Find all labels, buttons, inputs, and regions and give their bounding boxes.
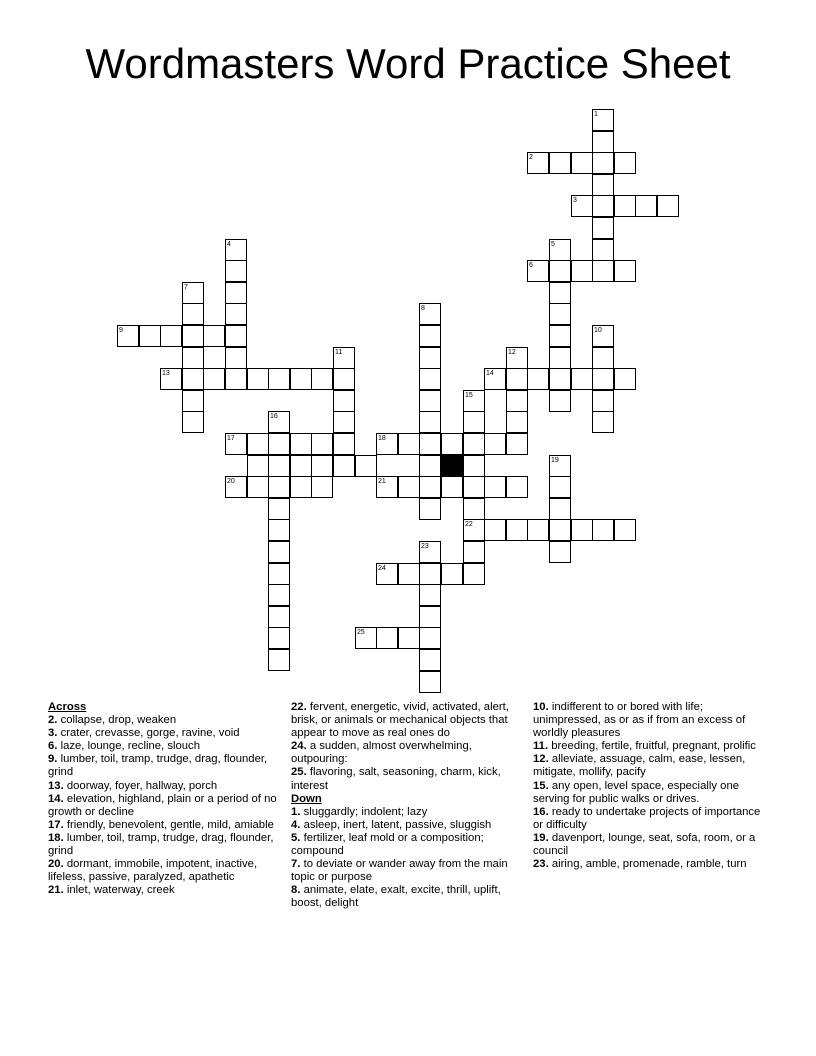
crossword-cell[interactable] (225, 476, 247, 498)
crossword-cell[interactable] (333, 433, 355, 455)
crossword-cell[interactable] (419, 498, 441, 520)
crossword-cell[interactable] (549, 260, 571, 282)
clue-down-4: 4. asleep, inert, latent, passive, sluggish (291, 818, 492, 831)
crossword-cell[interactable] (311, 368, 333, 390)
crossword-cell[interactable] (592, 239, 614, 261)
crossword-cell[interactable] (290, 455, 312, 477)
crossword-cell[interactable] (225, 347, 247, 369)
crossword-cell[interactable] (203, 368, 225, 390)
crossword-cell[interactable] (376, 433, 398, 455)
crossword-cell[interactable] (225, 325, 247, 347)
down-heading: Down (291, 792, 322, 805)
crossword-cell[interactable] (549, 282, 571, 304)
crossword-cell[interactable] (571, 519, 593, 541)
crossword-cell[interactable] (592, 347, 614, 369)
crossword-cell[interactable] (463, 476, 485, 498)
crossword-cell[interactable] (268, 455, 290, 477)
crossword-cell[interactable] (592, 390, 614, 412)
crossword-cell[interactable] (463, 563, 485, 585)
clue-across-21: 21. inlet, waterway, creek (48, 884, 175, 897)
clue-down-10: 10. indifferent to or bored with life; unimpressed, as or as if from an excess of worldly pleasures (533, 701, 746, 740)
clue-number: 24 (378, 565, 386, 572)
crossword-cell[interactable] (549, 368, 571, 390)
crossword-cell[interactable] (268, 563, 290, 585)
crossword-cell[interactable] (571, 152, 593, 174)
crossword-cell[interactable] (592, 109, 614, 131)
clue-number: 8 (421, 305, 425, 312)
crossword-cell[interactable] (592, 174, 614, 196)
crossword-cell[interactable] (182, 368, 204, 390)
crossword-cell[interactable] (506, 433, 528, 455)
clue-number: 6 (529, 262, 533, 269)
crossword-cell[interactable] (592, 131, 614, 153)
crossword-cell[interactable] (506, 519, 528, 541)
clue-number: 25 (357, 629, 365, 636)
crossword-cell[interactable] (592, 152, 614, 174)
crossword-cell[interactable] (182, 347, 204, 369)
crossword-cell[interactable] (549, 541, 571, 563)
clue-number: 7 (184, 284, 188, 291)
crossword-cell[interactable] (290, 476, 312, 498)
clues-column-3 (533, 701, 773, 871)
crossword-cell[interactable] (549, 325, 571, 347)
crossword-cell[interactable] (225, 260, 247, 282)
clue-number: 19 (551, 457, 559, 464)
crossword-cell[interactable] (247, 433, 269, 455)
crossword-cell[interactable] (592, 325, 614, 347)
clue-across-6: 6. laze, lounge, recline, slouch (48, 740, 200, 753)
clue-down-8: 8. animate, elate, exalt, excite, thrill, uplift, boost, delight (291, 884, 501, 910)
crossword-cell[interactable] (549, 498, 571, 520)
crossword-cell[interactable] (398, 627, 420, 649)
crossword-cell[interactable] (506, 476, 528, 498)
crossword-cell[interactable] (419, 368, 441, 390)
clue-across-13: 13. doorway, foyer, hallway, porch (48, 779, 218, 792)
crossword-cell[interactable] (635, 195, 657, 217)
crossword-cell[interactable] (592, 411, 614, 433)
clue-across-24: 24. a sudden, almost overwhelming, outpouring: (291, 740, 472, 766)
crossword-cell[interactable] (419, 325, 441, 347)
crossword-cell[interactable] (268, 411, 290, 433)
crossword-cell[interactable] (614, 152, 636, 174)
crossword-cell[interactable] (571, 368, 593, 390)
crossword-cell[interactable] (527, 260, 549, 282)
crossword-cell[interactable] (139, 325, 161, 347)
clue-across-2: 2. collapse, drop, weaken (48, 714, 177, 727)
crossword-cell[interactable] (225, 368, 247, 390)
crossword-cell[interactable] (225, 303, 247, 325)
crossword-cell[interactable] (463, 411, 485, 433)
crossword-cell[interactable] (376, 563, 398, 585)
crossword-cell[interactable] (419, 627, 441, 649)
crossword-cell[interactable] (549, 476, 571, 498)
crossword-cell[interactable] (419, 606, 441, 628)
crossword-cell[interactable] (463, 390, 485, 412)
clue-number: 18 (378, 435, 386, 442)
clue-down-5: 5. fertilizer, leaf mold or a composition; compound (291, 831, 484, 858)
crossword-cell[interactable] (614, 519, 636, 541)
page-title: Wordmasters Word Practice Sheet (85, 40, 731, 87)
crossword-cell[interactable] (398, 433, 420, 455)
clue-number: 21 (378, 478, 386, 485)
clue-down-7: 7. to deviate or wander away from the main topic or purpose (291, 858, 508, 884)
across-heading: Across (48, 701, 87, 713)
crossword-cell[interactable] (463, 433, 485, 455)
clue-down-11: 11. breeding, fertile, fruitful, pregnant, prolific (533, 740, 756, 753)
crossword-cell[interactable] (549, 303, 571, 325)
crossword-cell[interactable] (398, 563, 420, 585)
clue-across-18: 18. lumber, toil, tramp, trudge, drag, flounder, grind (48, 831, 274, 858)
crossword-cell[interactable] (311, 455, 333, 477)
clue-number: 14 (486, 370, 494, 377)
crossword-cell[interactable] (527, 152, 549, 174)
crossword-cell[interactable] (247, 368, 269, 390)
crossword-cell[interactable] (571, 195, 593, 217)
crossword-cell[interactable] (355, 455, 377, 477)
crossword-cell[interactable] (484, 368, 506, 390)
crossword-cell[interactable] (225, 433, 247, 455)
crossword-cell[interactable] (571, 260, 593, 282)
crossword-cell[interactable] (549, 152, 571, 174)
crossword-cell[interactable] (419, 476, 441, 498)
crossword-cell[interactable] (592, 217, 614, 239)
crossword-cell[interactable] (247, 455, 269, 477)
crossword-cell[interactable] (527, 368, 549, 390)
crossword-cell[interactable] (376, 476, 398, 498)
clue-across-3: 3. crater, crevasse, gorge, ravine, void (48, 727, 240, 740)
crossword-cell[interactable] (333, 368, 355, 390)
crossword-cell[interactable] (657, 195, 679, 217)
crossword-cell[interactable] (549, 455, 571, 477)
clue-number: 17 (227, 435, 235, 442)
crossword-cell[interactable] (419, 584, 441, 606)
crossword-cell[interactable] (549, 239, 571, 261)
crossword-cell[interactable] (290, 368, 312, 390)
crossword-cell[interactable] (333, 347, 355, 369)
crossword-cell[interactable] (441, 433, 463, 455)
clue-across-17: 17. friendly, benevolent, gentle, mild, amiable (48, 818, 274, 831)
clue-number: 11 (335, 349, 343, 356)
clue-down-1: 1. sluggardly; indolent; lazy (291, 805, 428, 818)
clue-number: 23 (421, 543, 429, 550)
clue-across-25: 25. flavoring, salt, seasoning, charm, kick, interest (291, 766, 501, 792)
crossword-cell[interactable] (290, 433, 312, 455)
clue-across-20: 20. dormant, immobile, impotent, inactive, lifeless, passive, paralyzed, apathetic (48, 858, 258, 884)
clue-down-12: 12. alleviate, assuage, calm, ease, lessen, mitigate, mollify, pacify (533, 753, 746, 779)
clue-number: 16 (270, 413, 278, 420)
crossword-cell[interactable] (463, 519, 485, 541)
clue-down-23: 23. airing, amble, promenade, ramble, turn (533, 858, 747, 871)
clue-down-19: 19. davenport, lounge, seat, sofa, room, or a council (533, 831, 756, 858)
crossword-cell[interactable] (463, 541, 485, 563)
clue-across-22: 22. fervent, energetic, vivid, activated, alert, brisk, or animals or mechanical objects that appear to move as real ones do (291, 701, 509, 740)
crossword-cell[interactable] (203, 325, 225, 347)
clue-number: 12 (508, 349, 516, 356)
crossword-cell[interactable] (268, 519, 290, 541)
crossword-cell[interactable] (419, 303, 441, 325)
crossword-cell[interactable] (268, 606, 290, 628)
crossword-cell[interactable] (441, 476, 463, 498)
crossword-cell[interactable] (117, 325, 139, 347)
crossword-cell[interactable] (376, 627, 398, 649)
clues-column-1 (48, 701, 284, 897)
crossword-cell[interactable] (225, 282, 247, 304)
crossword-cell[interactable] (527, 519, 549, 541)
crossword-cell[interactable] (268, 368, 290, 390)
crossword-cell[interactable] (398, 476, 420, 498)
crossword-cell[interactable] (592, 260, 614, 282)
crossword-cell[interactable] (506, 411, 528, 433)
crossword-cell[interactable] (268, 649, 290, 671)
crossword-cell[interactable] (441, 563, 463, 585)
crossword-cell[interactable] (419, 541, 441, 563)
crossword-cell[interactable] (549, 390, 571, 412)
crossword-cell[interactable] (333, 455, 355, 477)
crossword-cell[interactable] (419, 649, 441, 671)
clue-number: 22 (465, 521, 473, 528)
clues-column-2 (291, 701, 527, 911)
clue-across-14: 14. elevation, highland, plain or a period of no growth or decline (48, 792, 277, 818)
crossword-cell[interactable] (311, 476, 333, 498)
crossword-cell[interactable] (182, 282, 204, 304)
clue-number: 15 (465, 392, 473, 399)
crossword-cell[interactable] (592, 368, 614, 390)
clue-number: 20 (227, 478, 235, 485)
clue-number: 4 (227, 241, 231, 248)
crossword-cell[interactable] (268, 541, 290, 563)
crossword-cell[interactable] (268, 584, 290, 606)
clue-number: 2 (529, 154, 533, 161)
crossword-cell[interactable] (419, 563, 441, 585)
clue-number: 5 (551, 241, 555, 248)
crossword-cell[interactable] (419, 390, 441, 412)
crossword-cell[interactable] (506, 368, 528, 390)
crossword-cell[interactable] (160, 368, 182, 390)
crossword-cell[interactable] (311, 433, 333, 455)
crossword-cell[interactable] (506, 390, 528, 412)
crossword-cell[interactable] (419, 671, 441, 693)
crossword-cell[interactable] (268, 627, 290, 649)
crossword-cell[interactable] (182, 390, 204, 412)
crossword-cell[interactable] (419, 455, 441, 477)
crossword-cell[interactable] (463, 498, 485, 520)
crossword-cell[interactable] (549, 347, 571, 369)
clue-number: 13 (162, 370, 170, 377)
clue-number: 9 (119, 327, 123, 334)
crossword-cell[interactable] (160, 325, 182, 347)
clue-down-16: 16. ready to undertake projects of importance or difficulty (533, 805, 761, 831)
crossword-cell[interactable] (419, 411, 441, 433)
crossword-cell[interactable] (355, 627, 377, 649)
crossword-cell[interactable] (419, 347, 441, 369)
clue-down-15: 15. any open, level space, especially one serving for public walks or drives. (533, 779, 740, 805)
crossword-cell[interactable] (506, 347, 528, 369)
crossword-cell[interactable] (182, 411, 204, 433)
crossword-cell[interactable] (268, 476, 290, 498)
clue-number: 3 (573, 197, 577, 204)
crossword-cell[interactable] (225, 239, 247, 261)
clue-across-9: 9. lumber, toil, tramp, trudge, drag, flounder, grind (48, 753, 268, 779)
crossword-cell[interactable] (614, 260, 636, 282)
crossword-cell[interactable] (463, 455, 485, 477)
crossword-cell[interactable] (247, 476, 269, 498)
crossword-cell[interactable] (268, 433, 290, 455)
crossword-cell[interactable] (484, 433, 506, 455)
crossword-cell[interactable] (182, 303, 204, 325)
black-square (441, 455, 463, 477)
crossword-cell[interactable] (549, 519, 571, 541)
clue-number: 10 (594, 327, 602, 334)
crossword-cell[interactable] (268, 498, 290, 520)
crossword-cell[interactable] (614, 368, 636, 390)
crossword-cell[interactable] (484, 519, 506, 541)
crossword-cell[interactable] (592, 195, 614, 217)
clue-number: 1 (594, 111, 598, 118)
crossword-cell[interactable] (592, 519, 614, 541)
crossword-cell[interactable] (419, 433, 441, 455)
crossword-cell[interactable] (614, 195, 636, 217)
crossword-cell[interactable] (182, 325, 204, 347)
crossword-cell[interactable] (333, 390, 355, 412)
crossword-cell[interactable] (333, 411, 355, 433)
crossword-cell[interactable] (484, 476, 506, 498)
